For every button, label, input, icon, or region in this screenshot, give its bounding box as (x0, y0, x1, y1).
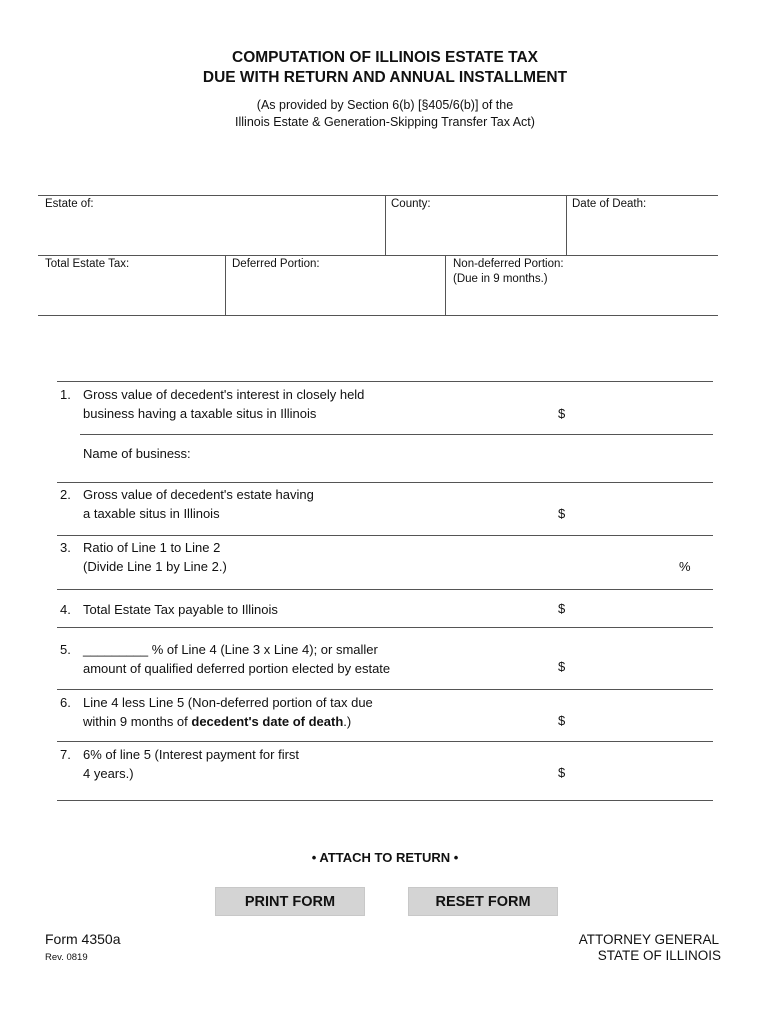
line-number: 7. (60, 747, 71, 762)
reset-form-button[interactable]: RESET FORM (408, 887, 558, 916)
line-3-ratio-field[interactable] (572, 557, 672, 577)
non-deferred-portion-label: Non-deferred Portion: (453, 258, 564, 270)
line-number: 4. (60, 602, 71, 617)
line-number: 5. (60, 642, 71, 657)
line-text: Line 4 less Line 5 (Non-deferred portion of tax due (83, 695, 373, 710)
non-deferred-portion-field[interactable] (453, 290, 713, 312)
form-number: Form 4350a (45, 931, 121, 947)
divider (566, 195, 567, 255)
divider (38, 255, 718, 256)
line-text: Gross value of decedent's estate having (83, 487, 314, 502)
percent-sign: % (679, 559, 691, 574)
line-5 (60, 640, 390, 678)
line-5-amount-field[interactable] (572, 657, 710, 677)
form-revision: Rev. 0819 (45, 952, 88, 963)
line-1 (60, 385, 364, 423)
line-4 (60, 600, 278, 619)
divider (57, 800, 713, 801)
line-3 (60, 538, 227, 576)
line-text: within 9 months of (83, 714, 192, 729)
estate-of-field[interactable] (45, 216, 380, 250)
deferred-portion-field[interactable] (232, 276, 440, 310)
line-text: business having a taxable situs in Illinois (83, 406, 317, 421)
total-estate-tax-field[interactable] (45, 276, 220, 310)
deferred-portion-label: Deferred Portion: (232, 258, 320, 270)
line-5-percent-blank[interactable]: _________ (83, 642, 149, 657)
divider (57, 741, 713, 742)
non-deferred-portion-note: (Due in 9 months.) (453, 273, 548, 285)
name-of-business-label: Name of business: (83, 446, 191, 461)
line-text: Ratio of Line 1 to Line 2 (83, 540, 221, 555)
line-7-amount-field[interactable] (572, 763, 710, 783)
line-text: (Divide Line 1 by Line 2.) (83, 559, 227, 574)
dollar-sign: $ (558, 406, 566, 421)
form-subtitle-line2: Illinois Estate & Generation-Skipping Transfer Tax Act) (235, 115, 535, 129)
line-text: amount of qualified deferred portion elected by estate (83, 661, 391, 676)
divider (57, 589, 713, 590)
agency-name-line1: ATTORNEY GENERAL (578, 932, 719, 947)
dollar-sign: $ (558, 765, 566, 780)
divider (57, 627, 713, 628)
line-text: .) (343, 714, 352, 729)
name-of-business-field[interactable] (205, 444, 710, 464)
divider (385, 195, 386, 255)
line-number: 2. (60, 487, 71, 502)
date-of-death-label: Date of Death: (572, 198, 647, 210)
form-title-line1: COMPUTATION OF ILLINOIS ESTATE TAX (232, 49, 538, 66)
total-estate-tax-label: Total Estate Tax: (45, 258, 130, 270)
line-text: % of Line 4 (Line 3 x Line 4); or smaller (148, 642, 378, 657)
estate-of-label: Estate of: (45, 198, 94, 210)
dollar-sign: $ (558, 659, 566, 674)
divider (80, 434, 713, 435)
line-1-amount-field[interactable] (572, 404, 710, 424)
divider (57, 535, 713, 536)
line-number: 3. (60, 540, 71, 555)
form-title-line2: DUE WITH RETURN AND ANNUAL INSTALLMENT (202, 69, 568, 86)
divider (57, 689, 713, 690)
date-of-death-field[interactable] (572, 216, 712, 250)
dollar-sign: $ (558, 713, 566, 728)
agency-name-line2: STATE OF ILLINOIS (597, 948, 721, 963)
line-text: Gross value of decedent's interest in closely held (83, 387, 365, 402)
divider (445, 255, 446, 315)
line-text: 6% of line 5 (Interest payment for first (83, 747, 300, 762)
line-7 (60, 745, 299, 783)
line-6 (60, 693, 373, 731)
line-text: a taxable situs in Illinois (83, 506, 220, 521)
line-2-amount-field[interactable] (572, 504, 710, 524)
line-2 (60, 485, 314, 523)
county-field[interactable] (391, 216, 561, 250)
print-form-button[interactable]: PRINT FORM (215, 887, 365, 916)
line-text: Total Estate Tax payable to Illinois (83, 602, 278, 617)
form-subtitle-line1: (As provided by Section 6(b) [§405/6(b)] of the (256, 98, 514, 112)
divider (38, 315, 718, 316)
divider (57, 482, 713, 483)
divider (225, 255, 226, 315)
line-6-amount-field[interactable] (572, 711, 710, 731)
line-number: 6. (60, 695, 71, 710)
line-text-emphasis: decedent's date of death (191, 714, 344, 729)
line-4-amount-field[interactable] (572, 599, 710, 619)
divider (38, 195, 718, 196)
divider (57, 381, 713, 382)
dollar-sign: $ (558, 601, 566, 616)
attach-to-return-note: • ATTACH TO RETURN • (311, 850, 459, 865)
county-label: County: (391, 198, 431, 210)
line-text: 4 years.) (83, 766, 134, 781)
line-number: 1. (60, 387, 71, 402)
dollar-sign: $ (558, 506, 566, 521)
